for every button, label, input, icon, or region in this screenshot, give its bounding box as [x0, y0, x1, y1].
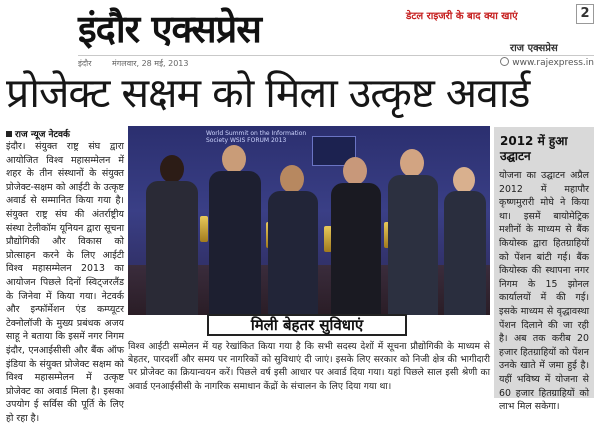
teaser-link[interactable]: डेटल राइजरी के बाद क्या खाएं	[406, 11, 518, 22]
stage-banner-text: World Summit on the Information Society WSIS FORUM 2013	[206, 130, 307, 144]
sidebar-body: योजना का उद्घाटन अप्रैल 2012 में महापौर कृष्णमुरारी मोघे ने किया था। इसमें बायोमेट्रिक मशीनों के माध्यम से बैंक कियोस्क द्वारा हितग्राहियों को पेंशन बांटी गई। बैंक कियोस्क की स्थापना नगर निगम के 15 झोनल कार्यालयों में की गई। इसके माध्यम से वृद्धावस्था पेंशन दिलाने की जा रही है। अब तक करीब 20 हजार हितग्राहियों को पेंशन उनके खाते में जमा हुई है। यहीं भविष्य में योजना से 60 हजार हितग्राहियों को लाभ मिल सकेगा।	[499, 170, 589, 413]
sidebar-title: 2012 में हुआ उद्घाटन	[500, 134, 568, 163]
website-url: www.rajexpress.in	[512, 58, 594, 68]
article-body-bottom: विश्व आईटी सम्मेलन में यह रेखांकित किया गया है कि सभी सदस्य देशों में सूचना प्रौद्योगिकी के माध्यम से बेहतर, पारदर्शी और समय पर नागरिकों को सुविधाएं दी जाएं। इसके लिए सरकार को निजी क्षेत्र की भागीदारी पर प्रोजेक्ट का क्रियान्वयन करें। पिछले वर्ष इसी आधार पर अवार्ड दिया गया। यहां पिछले साल इसी श्रेणी का अवार्ड एनआईसीसी के नागरिक समाधान केंद्रों के संचालन के लिए दिया गया था।	[128, 341, 490, 392]
person-1	[142, 155, 202, 315]
dateline-date: मंगलवार, 28 मई, 2013	[112, 59, 189, 68]
sidebar-box	[494, 127, 594, 413]
award-photo	[128, 126, 490, 315]
teaser-page-number: 2	[576, 4, 594, 24]
person-3	[264, 165, 322, 315]
subheading-box: मिली बेहतर सुविधाएं	[207, 314, 407, 336]
person-5	[384, 149, 442, 315]
article-body-left: इंदौर। संयुक्त राष्ट्र संघ द्वारा आयोजित विश्व महासम्मेलन में शहर के तीन संस्थानों के संयुक्त प्रोजेक्ट-सक्षम को आईटी के उत्कृष्ट अवार्ड से सम्मानित किया गया है। संयुक्त राष्ट्र संघ की अंतर्राष्ट्रीय संस्था टेलीकॉम यूनियन द्वारा सूचना प्रौद्योगिकी और विकास को प्रोत्साहन करने के लिए आईटी विश्व महासम्मेलन 2013 का आयोजन पिछले दिनों स्विट्जरलैंड के जिनेवा में किया गया। नेटवर्क और इन्फॉर्मेशन एंड कम्प्यूटर टेक्नोलॉजी के मुख्य प्रबंधक अजय साहू ने बताया कि इसमें नगर निगम इंदौर, एनआईसीसी और बैंक ऑफ इंडिया के संयुक्त प्रोजेक्ट सक्षम को विश्व महासम्मेलन में उत्कृष्ट प्रोजेक्ट का अवार्ड मिला है। इसका उपयोग ई सर्विस की पूर्ति के लिए हो रहा है।	[6, 141, 124, 424]
masthead-title: इंदौर एक्सप्रेस	[78, 6, 261, 51]
person-4	[328, 157, 384, 315]
bullet-square-icon	[6, 131, 12, 137]
dateline-city: इंदौर	[78, 59, 92, 68]
byline-text: राज न्यूज नेटवर्क	[15, 130, 70, 140]
publication-brand: राज एक्सप्रेस	[510, 43, 558, 54]
article-headline: प्रोजेक्ट सक्षम को मिला उत्कृष्ट अवार्ड	[6, 69, 530, 117]
byline	[6, 127, 70, 140]
person-2	[206, 145, 264, 315]
person-6	[442, 167, 488, 315]
